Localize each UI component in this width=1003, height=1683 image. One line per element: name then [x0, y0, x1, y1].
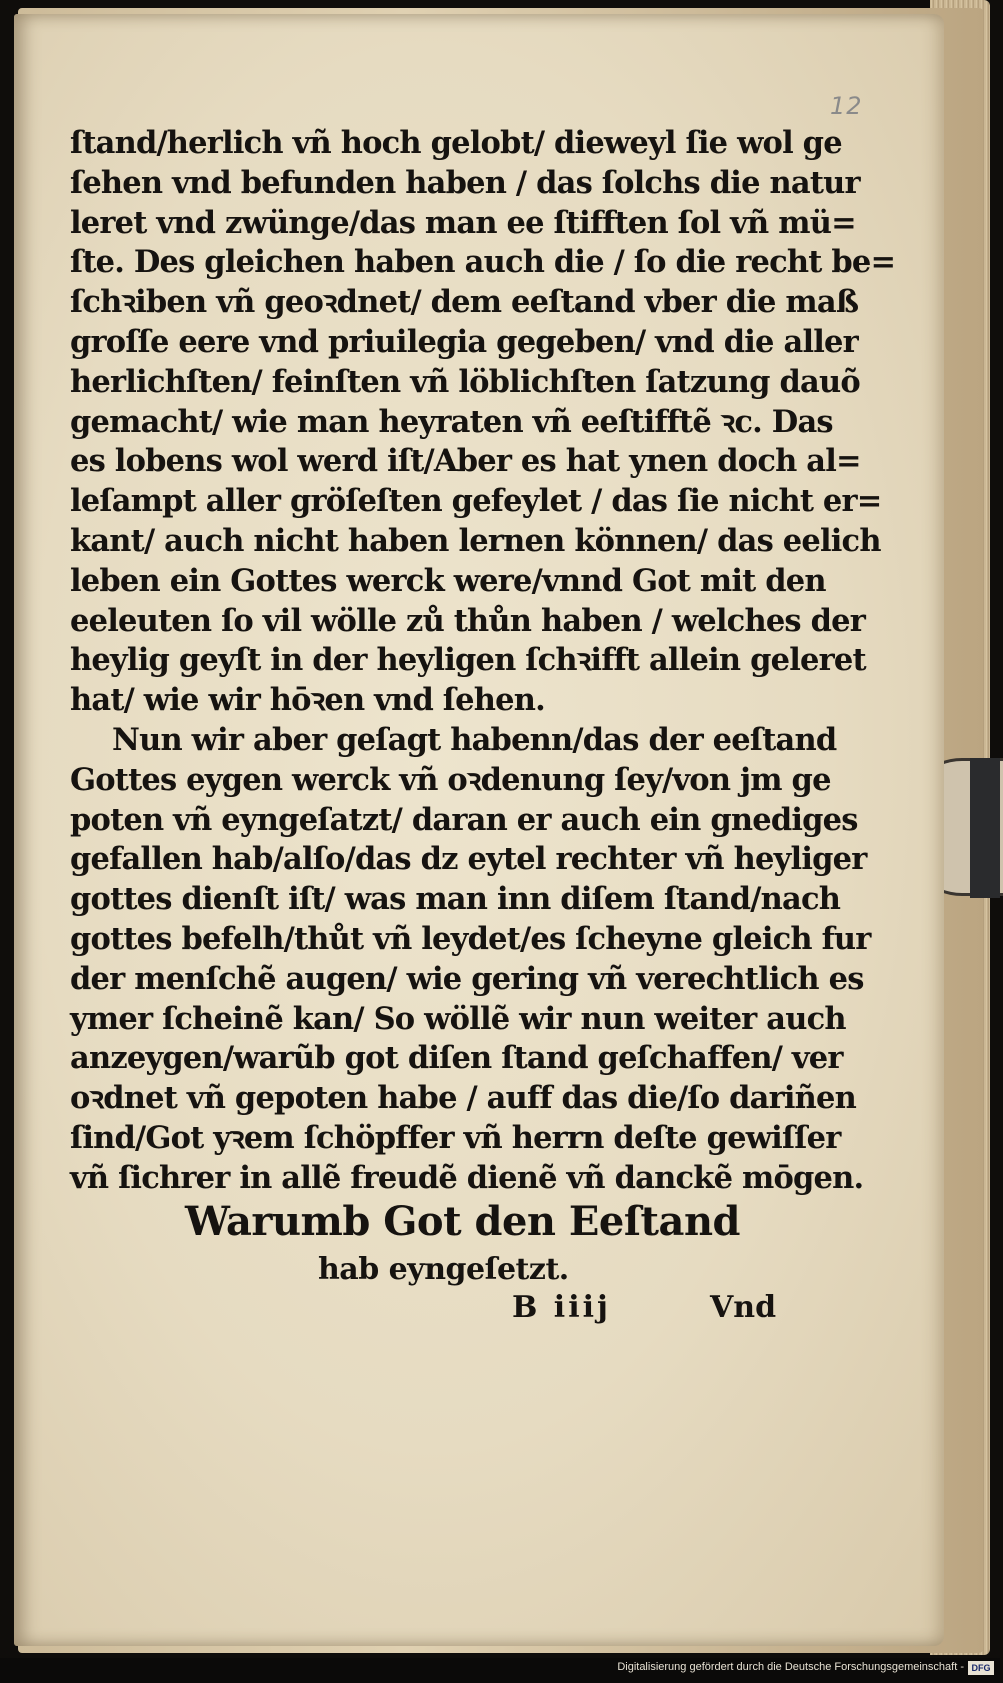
text-line: Gottes eygen werck vñ oꝛdenung ſey/von jm ge	[70, 761, 831, 798]
text-line: ſtand/herlich vñ hoch gelobt/ dieweyl ſie wol ge	[70, 125, 842, 161]
ribbon-strap	[970, 758, 1000, 898]
text-line: ſind/Got yꝛem ſchöpffer vñ herrn deſte gewiſſer	[70, 1119, 841, 1156]
text-line: leſampt aller gröſeſten gefeylet / das ſie nicht er=	[70, 483, 882, 520]
text-line: ſte. Des gleichen haben auch die / ſo die recht be=	[70, 244, 896, 281]
text-line: vñ ſichrer in allẽ freudẽ dienẽ vñ danckẽ mōgen.	[70, 1159, 864, 1196]
manuscript-page-number: 12	[830, 92, 863, 120]
text-line: anzeygen/warũb got diſen ſtand geſchaffen/ ver	[70, 1040, 843, 1077]
text-line: gottes befelh/thůt vñ leydet/es ſcheyne gleich fur	[70, 920, 871, 957]
text-line: herlichſten/ feinſten vñ löblichſten ſatzung dauõ	[70, 363, 860, 400]
text-line: eeleuten ſo vil wölle zů thůn haben / welches der	[70, 602, 866, 639]
text-line: kant/ auch nicht haben lernen können/ das eelich	[70, 522, 881, 559]
signature-mark: B iiij	[512, 1290, 611, 1325]
text-line: es lobens wol werd iſt/Aber es hat ynen doch al=	[70, 443, 861, 480]
text-line: oꝛdnet vñ gepoten habe / auff das die/ſo dariñen	[70, 1080, 856, 1117]
text-line: Nun wir aber geſagt habenn/das der eeſtand	[112, 721, 837, 758]
catchword: Vnd	[710, 1290, 777, 1325]
text-line: gottes dienſt iſt/ was man inn diſem ſtand/nach	[70, 881, 841, 918]
text-line: ymer ſcheinẽ kan/ So wöllẽ wir nun weiter auch	[70, 1000, 846, 1037]
text-line: leben ein Gottes werck were/vnnd Got mit den	[70, 562, 826, 599]
dfg-logo: DFG	[968, 1661, 994, 1675]
text-line: groſſe eere vnd priuilegia gegeben/ vnd die aller	[70, 323, 858, 360]
text-line: ſchꝛiben vñ geoꝛdnet/ dem eeſtand vber die maß	[70, 284, 859, 321]
text-line: ſehen vnd befunden haben / das ſolchs die natur	[70, 164, 860, 201]
section-heading: Warumb Got den Eeſtand	[185, 1198, 740, 1245]
text-line: der menſchẽ augen/ wie gering vñ verechtlich es	[70, 960, 864, 997]
section-subheading: hab eyngeſetzt.	[318, 1252, 569, 1287]
text-line: gemacht/ wie man heyraten vñ eeſtifftẽ ꝛc. Das	[70, 403, 833, 440]
text-line: gefallen hab/alſo/das dz eytel rechter vñ heyliger	[70, 841, 867, 878]
body-text	[70, 124, 896, 1199]
text-line: poten vñ eyngeſatzt/ daran er auch ein gnediges	[70, 801, 858, 838]
text-line: heylig geyſt in der heyligen ſchꝛifft allein geleret	[70, 642, 866, 679]
footer-credit: Digitalisierung gefördert durch die Deutsche Forschungsgemeinschaft -	[617, 1661, 964, 1673]
text-line: hat/ wie wir hōꝛen vnd ſehen.	[70, 682, 545, 719]
text-line: leret vnd zwünge/das man ee ſtifften ſol vñ mü=	[70, 204, 856, 241]
